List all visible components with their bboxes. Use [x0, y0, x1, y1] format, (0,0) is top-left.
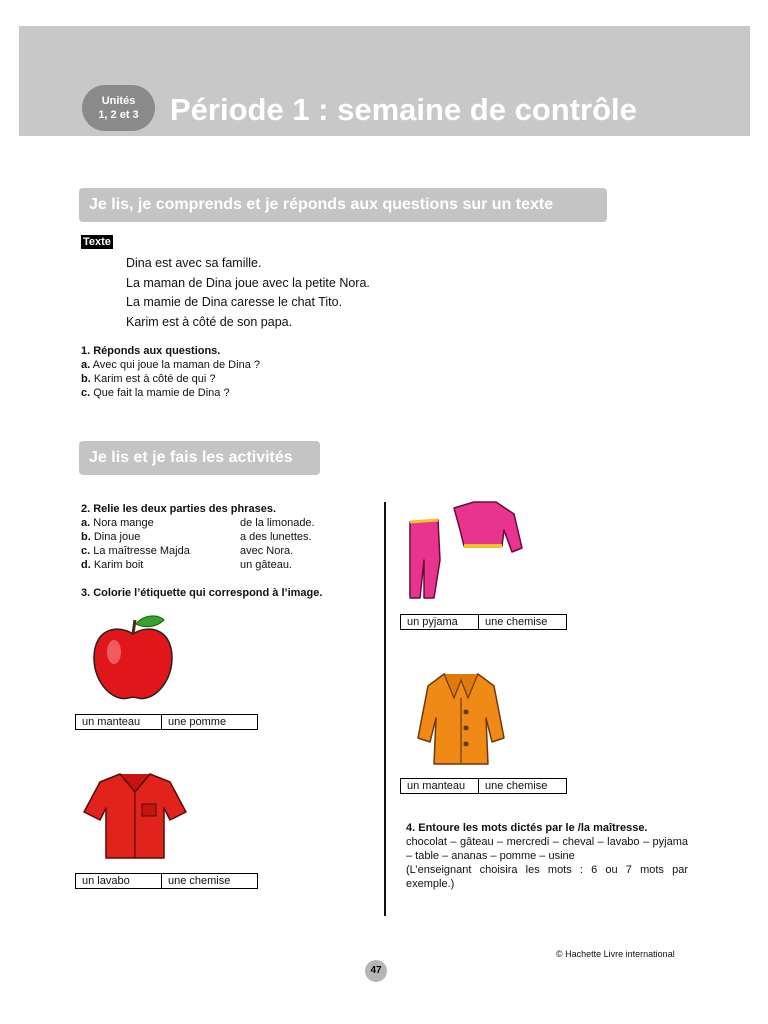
apple-label-options	[75, 714, 258, 730]
item-text: Karim est à côté de qui ?	[93, 373, 216, 385]
column-divider	[384, 502, 386, 916]
apple-illustration	[88, 612, 178, 704]
label-option[interactable]: un manteau	[76, 715, 162, 729]
copyright: © Hachette Livre international	[556, 949, 675, 959]
shirt-label-options	[75, 873, 258, 889]
label-option[interactable]: une chemise	[485, 780, 548, 792]
match-right: un gâteau.	[240, 559, 292, 571]
pyjama-label-options	[400, 614, 567, 630]
item-letter: b.	[81, 373, 91, 385]
shirt-illustration	[82, 768, 188, 862]
match-left: Karim boit	[93, 559, 144, 571]
question-4-title: 4. Entoure les mots dictés par le /la maîtresse.	[406, 822, 648, 834]
page-title: Période 1 : semaine de contrôle	[170, 92, 637, 127]
passage-line: Karim est à côté de son papa.	[126, 314, 293, 329]
match-right: a des lunettes.	[240, 531, 312, 543]
question-3-title: 3. Colorie l’étiquette qui correspond à l’image.	[81, 587, 323, 599]
item-letter: d.	[81, 559, 91, 571]
teacher-note: (L’enseignant choisira les mots : 6 ou 7 mots par exemple.)	[406, 864, 688, 890]
pyjama-illustration	[404, 500, 524, 602]
match-right: de la limonade.	[240, 517, 315, 529]
coat-illustration	[416, 668, 506, 768]
question-2-title: 2. Relie les deux parties des phrases.	[81, 503, 277, 515]
label-option[interactable]: un lavabo	[76, 874, 162, 888]
passage-line: La mamie de Dina caresse le chat Tito.	[126, 295, 343, 309]
badge-line-2: 1, 2 et 3	[98, 109, 139, 121]
match-row	[81, 544, 341, 558]
reading-passage	[126, 254, 370, 332]
label-option[interactable]: une chemise	[168, 875, 231, 887]
coat-label-options	[400, 778, 567, 794]
question-1	[81, 344, 260, 400]
question-2	[81, 502, 341, 572]
match-row	[81, 530, 341, 544]
passage-line: Dina est avec sa famille.	[126, 256, 262, 270]
item-letter: a.	[81, 517, 91, 529]
dictation-words: chocolat – gâteau – mercredi – cheval – lavabo – pyjama – table – ananas – pomme – usine	[406, 836, 688, 862]
question-item	[81, 372, 260, 386]
passage-line: La maman de Dina joue avec la petite Nora.	[126, 275, 370, 290]
match-row	[81, 558, 341, 572]
question-4	[406, 821, 688, 891]
section-heading-activities: Je lis et je fais les activités	[79, 441, 320, 475]
label-option[interactable]: un pyjama	[401, 615, 479, 629]
text-label: Texte	[83, 236, 111, 248]
item-letter: c.	[81, 545, 91, 557]
item-letter: b.	[81, 531, 91, 543]
match-left: Nora mange	[93, 517, 154, 529]
units-badge	[82, 85, 155, 131]
label-option[interactable]: une pomme	[168, 716, 227, 728]
page-number: 47	[365, 960, 387, 982]
item-text: Avec qui joue la maman de Dina ?	[92, 359, 260, 371]
item-letter: c.	[81, 387, 91, 399]
item-text: Que fait la mamie de Dina ?	[93, 387, 230, 399]
question-item	[81, 386, 260, 400]
match-left: Dina joue	[93, 531, 141, 543]
label-option[interactable]: un manteau	[401, 779, 479, 793]
match-right: avec Nora.	[240, 545, 294, 557]
match-left: La maîtresse Majda	[93, 545, 190, 557]
section-heading-reading: Je lis, je comprends et je réponds aux questions sur un texte	[79, 188, 607, 222]
match-row	[81, 516, 341, 530]
item-letter: a.	[81, 359, 91, 371]
label-option[interactable]: une chemise	[485, 616, 548, 628]
question-item	[81, 358, 260, 372]
badge-line-1: Unités	[101, 95, 136, 107]
question-1-title: 1. Réponds aux questions.	[81, 345, 221, 357]
